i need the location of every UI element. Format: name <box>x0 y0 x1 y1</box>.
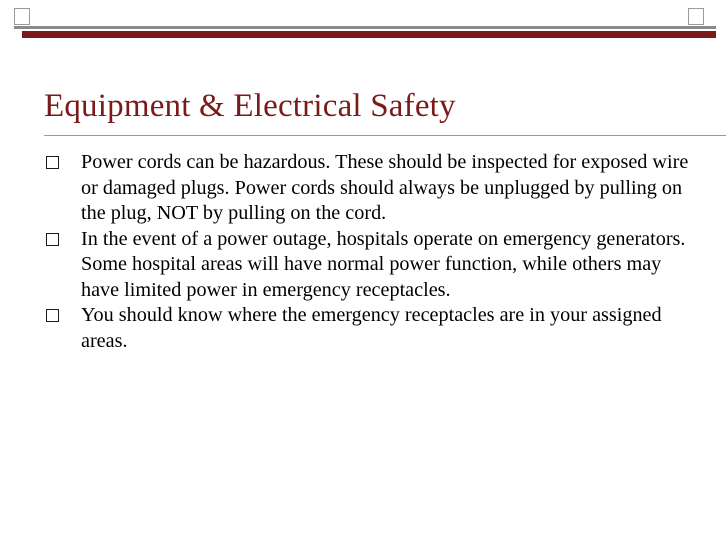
header-red-bar <box>22 31 716 38</box>
bullet-item <box>44 150 694 227</box>
hollow-square-bullet-icon <box>46 156 59 169</box>
bullet-item <box>44 303 694 354</box>
decorative-square-icon <box>688 8 704 25</box>
slide-title: Equipment & Electrical Safety <box>44 88 456 124</box>
header-gray-rule <box>14 26 716 29</box>
bullet-text: In the event of a power outage, hospitals operate on emergency generators. Some hospital areas will have normal power function, while others may have limited power in emergency receptacles. <box>81 227 686 301</box>
header-decoration <box>0 0 728 44</box>
hollow-square-bullet-icon <box>46 309 59 322</box>
title-divider <box>44 135 726 136</box>
bullet-text: Power cords can be hazardous. These should be inspected for exposed wire or damaged plugs. Power cords should always be unplugged by pulling on the plug, NOT by pulling on the cord. <box>81 151 689 224</box>
bullet-text: You should know where the emergency receptacles are in your assigned areas. <box>81 304 662 352</box>
decorative-square-icon <box>14 8 30 25</box>
bullet-item <box>44 227 694 304</box>
bullet-list <box>44 150 694 354</box>
header-squares <box>0 8 728 26</box>
hollow-square-bullet-icon <box>46 233 59 246</box>
